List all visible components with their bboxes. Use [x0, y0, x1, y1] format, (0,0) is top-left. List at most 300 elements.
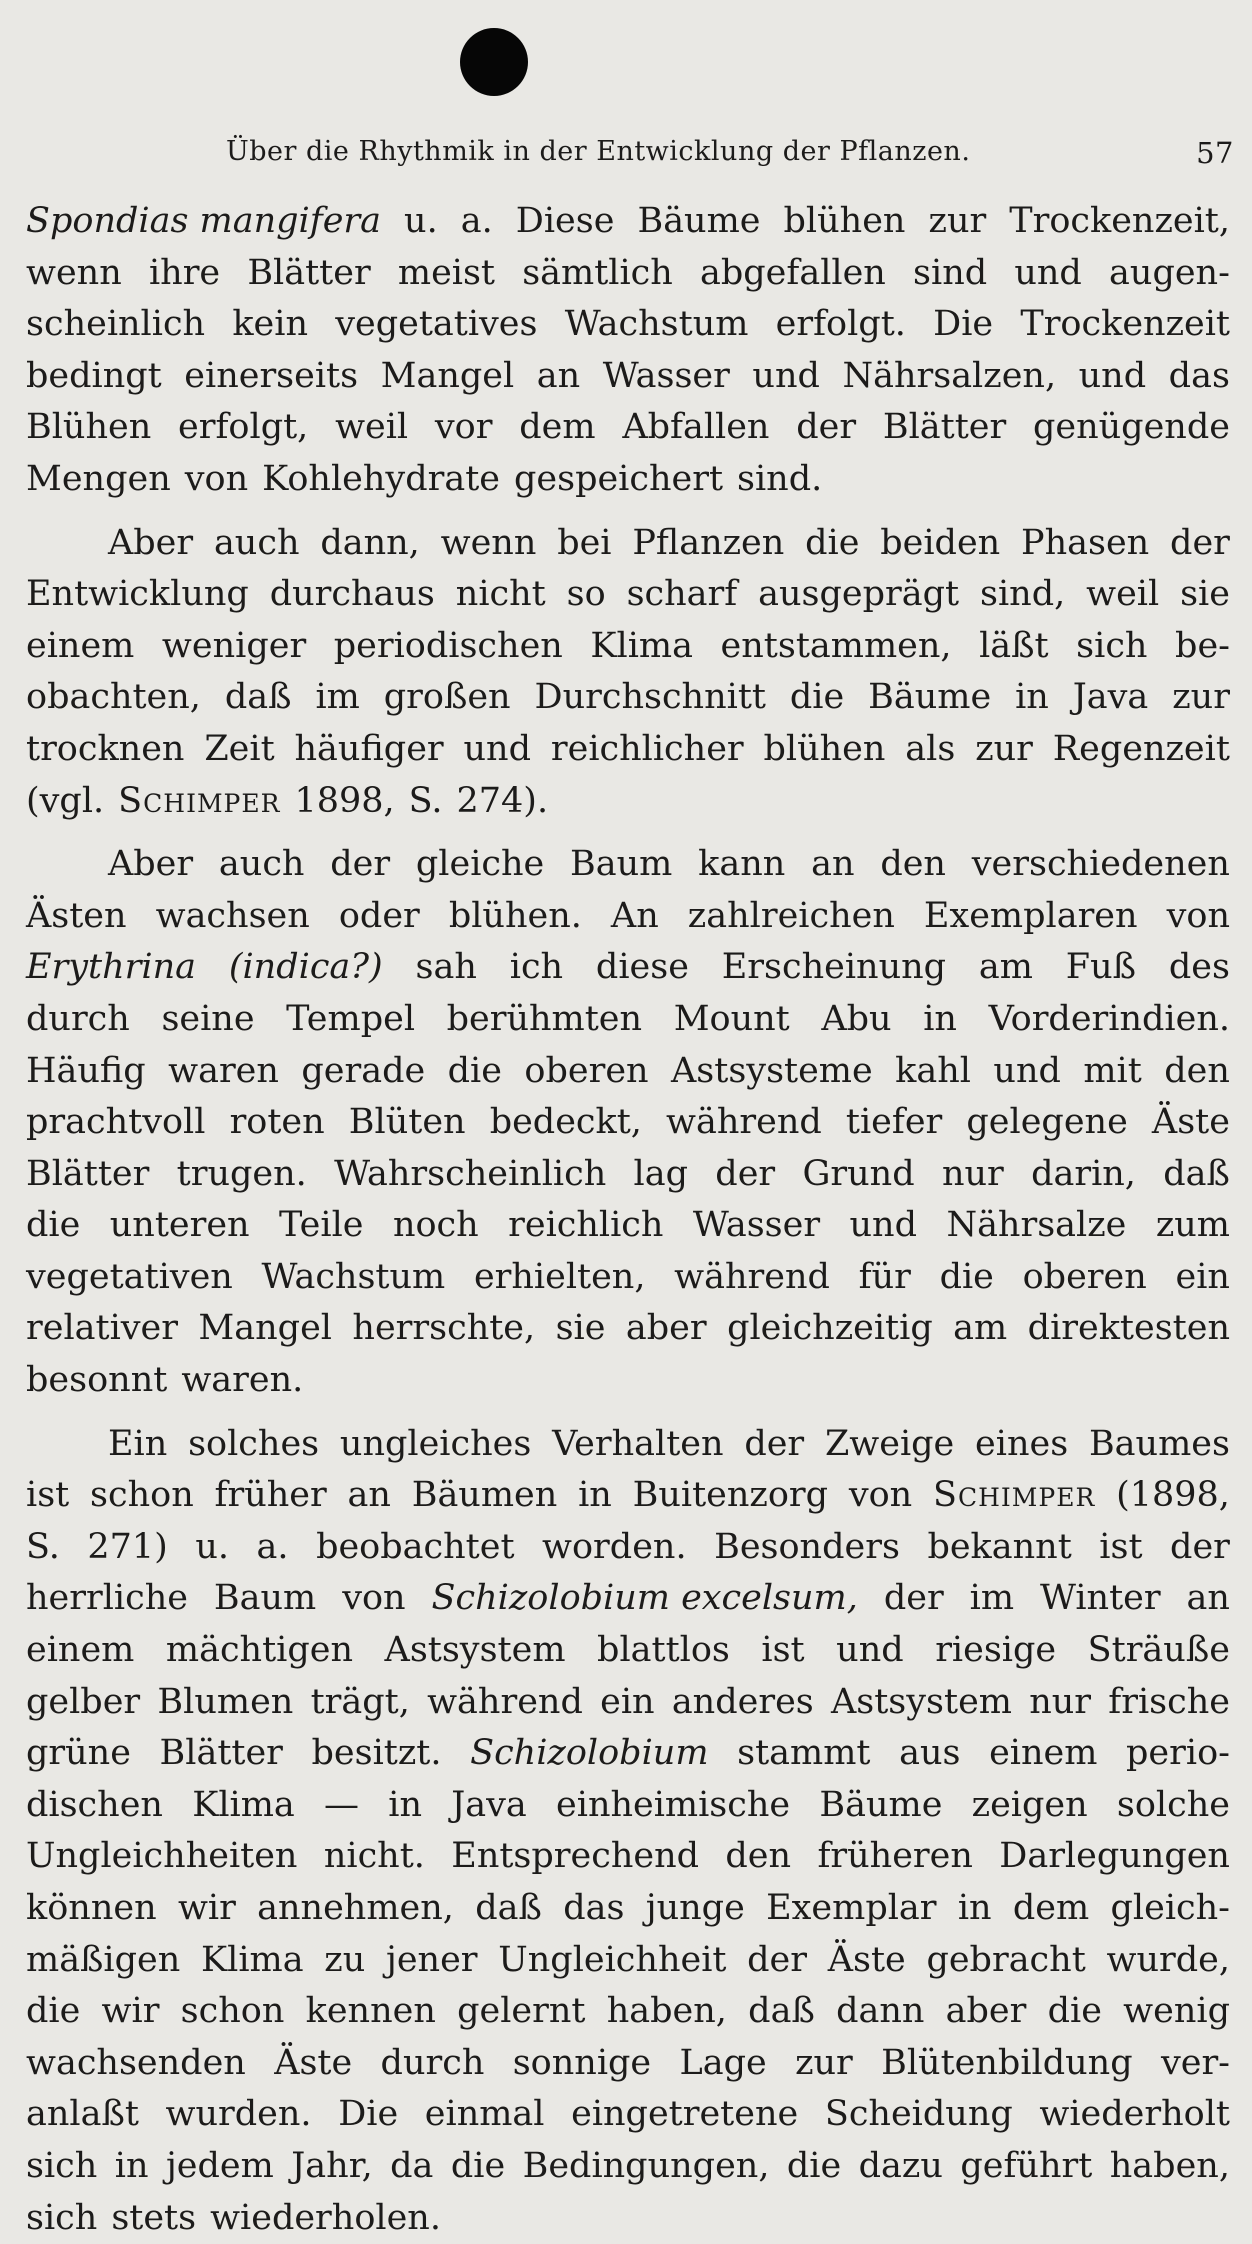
word: Bäume [819, 1784, 943, 1825]
text-line [26, 1355, 1230, 1407]
word: Winter [1039, 1578, 1161, 1619]
word: wachsenden [26, 2042, 246, 2083]
word: in [578, 1475, 612, 1516]
word: Durchschnitt [534, 677, 766, 718]
word: der [1170, 522, 1230, 563]
word: abgefallen [700, 252, 886, 293]
word: während [674, 1256, 830, 1297]
word: blattlos [597, 1630, 730, 1671]
word: bedeckt, [489, 1102, 642, 1143]
word: (indica?) [228, 947, 383, 988]
word: anlaßt [26, 2094, 139, 2135]
word: Astsystem [831, 1681, 1012, 1722]
word: einem [26, 625, 135, 666]
word: Blätter [882, 407, 1007, 448]
text-line [26, 1573, 1230, 1625]
word: Äste [827, 1939, 906, 1980]
word: im [315, 677, 360, 718]
word: periodischen [333, 625, 563, 666]
word: daß [1163, 1153, 1230, 1194]
word: augen- [1109, 252, 1230, 293]
word: be- [1175, 625, 1230, 666]
word: großen [383, 677, 511, 718]
word: Nährsalzen, [842, 355, 1057, 396]
word: Trockenzeit [1020, 304, 1230, 345]
word: gelegene [966, 1102, 1128, 1143]
word: dazu [858, 2145, 943, 2186]
word: Mount [673, 998, 790, 1039]
word: zum [1155, 1205, 1230, 1246]
word: während [666, 1102, 822, 1143]
word: die [26, 1991, 81, 2032]
word: kein [232, 304, 308, 345]
word: Nährsalze [946, 1205, 1127, 1246]
word: Äste [1151, 1102, 1230, 1143]
word: S. [26, 1526, 60, 1567]
word: besitzt. [311, 1733, 442, 1774]
word: Bäume [637, 201, 761, 241]
word: läßt [979, 625, 1049, 666]
word: wir [177, 1888, 236, 1928]
word: einem [989, 1733, 1098, 1774]
text-line [26, 518, 1230, 570]
word: Blütenbildung [881, 2042, 1133, 2083]
word: ist [761, 1630, 805, 1671]
word: von [184, 458, 249, 499]
word: dann, [320, 522, 420, 563]
word: ist [26, 1475, 70, 1516]
word: zahlreichen [687, 895, 895, 936]
word: gespeichert [513, 458, 724, 499]
word: sind [913, 252, 988, 293]
word: stets [111, 2197, 197, 2238]
word: S. [408, 780, 443, 821]
word: prachtvoll [26, 1102, 206, 1143]
word: Bäumen [411, 1475, 558, 1516]
word: vegetativen [26, 1256, 233, 1297]
word: trocknen [26, 728, 185, 769]
word: sind, [980, 574, 1066, 615]
running-title: Über die Rhythmik in der Entwicklung der Pflanzen. [226, 136, 971, 167]
word: Grund [802, 1153, 915, 1194]
word: häufiger [294, 728, 444, 769]
word: Trockenzeit, [1009, 201, 1230, 241]
word: und [836, 1630, 904, 1671]
word: Ungleichheiten [26, 1836, 298, 1877]
word: a. [460, 201, 493, 241]
word: auch [218, 844, 305, 885]
paragraph [26, 196, 1230, 506]
word: dem [519, 407, 596, 448]
word: kann [698, 844, 786, 885]
text-line [26, 1677, 1230, 1729]
word: tiefer [845, 1102, 943, 1143]
word: Fuß [1065, 947, 1137, 988]
word: Spondias mangifera [26, 201, 382, 241]
page-number: 57 [1196, 136, 1234, 170]
word: an [347, 1475, 391, 1516]
word: erhielten, [473, 1256, 646, 1297]
text-line [26, 839, 1230, 891]
word: in [957, 1888, 992, 1928]
word: Aber [108, 522, 194, 563]
word: haben, [606, 1991, 727, 2032]
text-line [26, 672, 1230, 724]
word: gebracht [926, 1939, 1086, 1980]
word: wurde, [1106, 1939, 1230, 1980]
word: am [978, 947, 1033, 988]
text-line [26, 1046, 1230, 1098]
text-line [26, 1252, 1230, 1304]
word: während [427, 1681, 583, 1722]
word: frische [1108, 1681, 1230, 1722]
word: das [1168, 355, 1230, 396]
word: und [1078, 355, 1147, 396]
word: aus [899, 1733, 961, 1774]
word: oberen [524, 1050, 649, 1091]
word: einmal [424, 2094, 545, 2135]
word: gleich- [1110, 1888, 1230, 1928]
word: und [752, 355, 820, 396]
word: nicht. [323, 1836, 425, 1877]
word: Baum [570, 844, 673, 885]
word: Schimper [933, 1475, 1096, 1516]
punch-hole [460, 28, 528, 96]
word: können [26, 1888, 157, 1928]
word: Exemplaren [923, 895, 1138, 936]
word: kennen [305, 1991, 436, 2032]
word: oberen [1022, 1256, 1147, 1297]
word: so [566, 574, 606, 615]
word: junge [645, 1888, 745, 1928]
word: weil [335, 407, 409, 448]
word: seine [161, 998, 255, 1039]
word: anderes [671, 1681, 814, 1722]
text-line [26, 1831, 1230, 1883]
word: gleichzeitig [727, 1308, 933, 1349]
word: sich [26, 2197, 98, 2238]
word: Astsysteme [671, 1050, 873, 1091]
word: bekannt [927, 1526, 1072, 1567]
word: — [324, 1784, 360, 1825]
word: herrschte, [352, 1308, 536, 1349]
word: sah [415, 947, 477, 988]
word: den [725, 1836, 792, 1877]
word: im [969, 1578, 1015, 1619]
word: dischen [26, 1784, 163, 1825]
word: Klima [201, 1939, 304, 1980]
word: Abu [821, 998, 892, 1039]
word: und [463, 728, 532, 769]
word: die [805, 522, 860, 563]
word: eines [975, 1423, 1069, 1464]
word: Mangel [198, 1308, 332, 1349]
word: stammt [737, 1733, 871, 1774]
word: wir [101, 1991, 160, 2032]
word: einem [26, 1630, 135, 1671]
word: ver- [1160, 2042, 1230, 2083]
text-line [26, 1419, 1230, 1471]
word: und [849, 1205, 917, 1246]
word: Bäume [868, 677, 992, 718]
text-line [26, 1986, 1230, 2038]
text-line [26, 1883, 1230, 1935]
word: Kohlehydrate [262, 458, 500, 499]
word: a. [256, 1526, 289, 1567]
word: wenn [440, 522, 537, 563]
word: ich [509, 947, 564, 988]
word: Erythrina [26, 947, 196, 988]
word: erfolgt. [775, 304, 906, 345]
word: trugen. [176, 1153, 307, 1194]
word: Ein [108, 1423, 168, 1464]
word: der [796, 407, 857, 448]
word: für [858, 1256, 911, 1297]
text-line [26, 621, 1230, 673]
text-line [26, 1935, 1230, 1987]
word: perio- [1126, 1733, 1230, 1774]
word: Die [933, 304, 994, 345]
word: wurden. [165, 2094, 312, 2135]
text-line [26, 1303, 1230, 1355]
text-line [26, 1625, 1230, 1677]
word: obachten, [26, 677, 201, 718]
word: und [1014, 252, 1082, 293]
word: Exemplar [766, 1888, 937, 1928]
word: gerade [301, 1050, 426, 1091]
word: Tempel [286, 998, 416, 1039]
word: herrliche [26, 1578, 188, 1619]
word: die [26, 1205, 81, 1246]
word: die [786, 2145, 842, 2186]
word: beobachtet [316, 1526, 515, 1567]
word: meist [397, 252, 495, 293]
word: darin, [1031, 1153, 1136, 1194]
word: der [883, 1578, 944, 1619]
word: Die [338, 2094, 399, 2135]
word: scharf [626, 574, 738, 615]
word: relativer [26, 1308, 178, 1349]
word: wiederholen. [210, 2197, 441, 2238]
word: Wasser [692, 1205, 821, 1246]
word: sämtlich [522, 252, 673, 293]
word: daß [475, 1888, 542, 1928]
text-line [26, 248, 1230, 300]
text-line [26, 1097, 1230, 1149]
word: Schimper [118, 780, 281, 821]
word: Phasen [1021, 522, 1150, 563]
word: sonnige [512, 2042, 652, 2083]
word: von [848, 1475, 913, 1516]
word: Scheidung [824, 2094, 1013, 2135]
word: waren. [181, 1360, 304, 1401]
word: bei [557, 522, 612, 563]
word: Buitenzorg [632, 1475, 829, 1516]
word: von [342, 1578, 406, 1619]
word: berühmten [446, 998, 643, 1039]
text-line [26, 776, 1230, 828]
word: (vgl. [26, 780, 105, 821]
word: da [390, 2145, 434, 2186]
word: sie [555, 1308, 606, 1349]
word: gelber [26, 1681, 141, 1722]
word: in [1015, 677, 1049, 718]
word: der [747, 1939, 808, 1980]
word: an [811, 844, 855, 885]
word: Astsystem [384, 1630, 566, 1671]
text-line [26, 1780, 1230, 1832]
text-line [26, 1149, 1230, 1201]
word: Diese [515, 201, 615, 241]
word: daß [748, 1991, 815, 2032]
word: durch [380, 2042, 485, 2083]
word: Blätter [26, 1153, 150, 1194]
word: annehmen, [257, 1888, 454, 1928]
word: geführt [960, 2145, 1093, 2186]
word: 271) [87, 1526, 168, 1567]
word: blühen [763, 728, 886, 769]
word: 274). [456, 780, 549, 821]
word: Jahr, [291, 2145, 373, 2186]
word: ihre [148, 252, 221, 293]
word: verschiedenen [971, 844, 1230, 885]
word: Mengen [26, 458, 171, 499]
word: riesige [935, 1630, 1057, 1671]
word: wenig [1123, 1991, 1230, 2032]
word: daß [224, 677, 292, 718]
word: dann [836, 1991, 925, 2032]
word: von [1166, 895, 1230, 936]
text-line [26, 454, 1230, 506]
word: kahl [895, 1050, 971, 1091]
word: Schizolobium excelsum, [431, 1578, 858, 1619]
word: Zeit [204, 728, 275, 769]
word: nur [941, 1153, 1004, 1194]
word: unteren [109, 1205, 250, 1246]
word: einheimische [556, 1784, 791, 1825]
word: den [1164, 1050, 1230, 1091]
word: der [744, 1423, 805, 1464]
word: weil [1086, 574, 1160, 615]
word: schon [90, 1475, 194, 1516]
word: Wachstum [564, 304, 749, 345]
word: haben, [1109, 2145, 1230, 2186]
word: roten [229, 1102, 325, 1143]
word: Blüten [348, 1102, 466, 1143]
word: reichlicher [550, 728, 744, 769]
word: die [939, 1256, 994, 1297]
word: mächtigen [165, 1630, 354, 1671]
text-line [26, 351, 1230, 403]
word: direktesten [1027, 1308, 1230, 1349]
word: aber [945, 1991, 1027, 2032]
word: dem [1012, 1888, 1090, 1928]
word: zur [1172, 677, 1230, 718]
word: worden. [542, 1526, 687, 1567]
word: An [610, 895, 659, 936]
word: Pflanzen [632, 522, 785, 563]
word: der [1170, 1526, 1230, 1567]
word: blühen. [448, 895, 582, 936]
word: Verhalten [552, 1423, 724, 1464]
word: Zweige [824, 1423, 955, 1464]
word: mäßigen [26, 1939, 181, 1980]
word: Darlegungen [999, 1836, 1230, 1877]
word: wachsen [155, 895, 310, 936]
word: Aber [108, 844, 194, 885]
word: Teile [279, 1205, 364, 1246]
word: die [1047, 1991, 1102, 2032]
word: trägt, [310, 1681, 410, 1722]
word: reichlich [508, 1205, 664, 1246]
word: u. [195, 1526, 230, 1567]
text-line [26, 2141, 1230, 2193]
paragraph-gap [26, 827, 1230, 839]
word: sich [26, 2145, 98, 2186]
word: Besonders [714, 1526, 900, 1567]
word: Blätter [159, 1733, 283, 1774]
word: zur [975, 728, 1033, 769]
word: Klima [590, 625, 693, 666]
text-line [26, 196, 1230, 248]
word: Häufig [26, 1050, 146, 1091]
word: erfolgt, [178, 407, 309, 448]
word: Blumen [157, 1681, 294, 1722]
word: (1898, [1116, 1475, 1230, 1516]
text-line [26, 994, 1230, 1046]
word: jener [385, 1939, 478, 1980]
word: sind. [737, 458, 823, 499]
word: Ästen [26, 895, 127, 936]
word: der [715, 1153, 776, 1194]
text-line [26, 2089, 1230, 2141]
word: der [330, 844, 391, 885]
word: zur [928, 201, 987, 241]
word: die [789, 677, 845, 718]
word: Wahrscheinlich [334, 1153, 607, 1194]
word: blühen [783, 201, 906, 241]
word: sie [1180, 574, 1230, 615]
word: nur [1029, 1681, 1092, 1722]
word: Ungleichheit [498, 1939, 727, 1980]
word: ein [600, 1681, 655, 1722]
word: auch [213, 522, 300, 563]
text-line [26, 724, 1230, 776]
word: Blätter [247, 252, 371, 293]
word: zu [324, 1939, 366, 1980]
word: sich [1076, 625, 1148, 666]
word: entstammen, [720, 625, 952, 666]
paragraph [26, 518, 1230, 828]
word: nicht [455, 574, 546, 615]
word: u. [404, 201, 438, 241]
word: zur [795, 2042, 853, 2083]
word: Baum [213, 1578, 317, 1619]
word: bedingt [26, 355, 162, 396]
page-header [0, 136, 1252, 176]
word: weniger [161, 625, 307, 666]
word: in [388, 1784, 423, 1825]
word: Java [451, 1784, 527, 1825]
word: ein [1175, 1256, 1230, 1297]
text-line [26, 569, 1230, 621]
word: früher [214, 1475, 327, 1516]
word: Wachstum [261, 1256, 446, 1297]
word: Lage [679, 2042, 767, 2083]
word: Java [1072, 677, 1149, 718]
word: Klima [192, 1784, 295, 1825]
word: an [1186, 1578, 1230, 1619]
